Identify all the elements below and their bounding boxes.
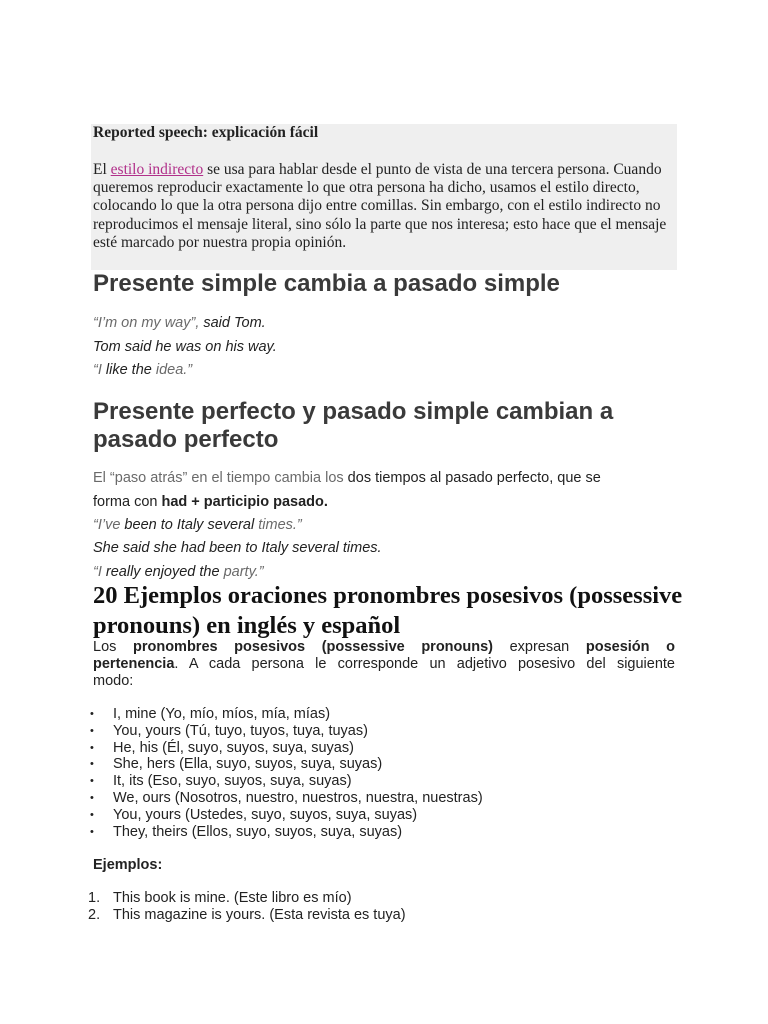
examples-label: Ejemplos: [93, 857, 163, 873]
example-line [93, 362, 192, 378]
list-item [90, 806, 483, 824]
example-quote: idea.” [155, 362, 193, 378]
list-item-text: She, hers (Ella, suyo, suyos, suya, suyas) [113, 756, 383, 773]
example-text: really enjoyed the [101, 564, 224, 580]
list-item [88, 890, 406, 907]
paragraph-line [93, 656, 675, 673]
heading-presente-simple: Presente simple cambia a pasado simple [93, 270, 560, 297]
intro-text-rest: se usa para hablar desde el punto de vista de una tercera persona. Cuando queremos reproducir exactamente lo que otra persona ha dicho, usamos el estilo directo, colocando lo que la otra persona dijo entre comillas. Sin embargo, con el estilo indirecto no reproducimos el mensaje literal, sino sólo la parte que nos interesa; esto hace que el mensaje esté marcado por nuestra propia opinión. [93, 161, 667, 251]
example-quote: party.” [223, 564, 264, 580]
list-item-text: This magazine is yours. (Esta revista es tuya) [113, 907, 406, 923]
heading-presente-perfecto: Presente perfecto y pasado simple cambian a pasado perfecto [93, 398, 614, 453]
list-item-text: We, ours (Nosotros, nuestro, nuestros, nuestra, nuestras) [113, 789, 483, 806]
pronouns-list [90, 706, 483, 840]
list-item [88, 907, 406, 924]
paragraph-text: forma con [93, 494, 162, 510]
example-line: She said she had been to Italy several times. [93, 540, 382, 556]
example-line [93, 564, 264, 580]
example-text: like the [101, 362, 156, 378]
paragraph-text-light: El “paso atrás” en el tiempo cambia los [93, 470, 344, 486]
example-quote: “I [93, 564, 102, 580]
example-quote: “I’m on my way”, [93, 315, 200, 331]
list-item [90, 773, 483, 790]
intro-text-start: El [93, 161, 111, 178]
list-number: 2. [88, 907, 101, 923]
list-item [90, 789, 483, 807]
example-text: said Tom. [199, 315, 266, 331]
bullet-icon: • [90, 724, 94, 737]
paragraph-text: expresan [493, 639, 586, 655]
list-item [90, 706, 483, 723]
list-item [90, 722, 483, 740]
list-item [90, 756, 483, 773]
paragraph-bold: had + participio pasado. [161, 494, 328, 510]
list-item-text: This book is mine. (Este libro es mío) [113, 890, 352, 906]
list-item-text: He, his (Él, suyo, suyos, suya, suyas) [113, 739, 354, 756]
examples-list [88, 890, 406, 924]
list-item-text: I, mine (Yo, mío, míos, mía, mías) [113, 706, 331, 722]
intro-title: Reported speech: explicación fácil [93, 124, 319, 141]
list-item [90, 823, 483, 841]
bullet-icon: • [90, 825, 94, 838]
paragraph-line [93, 639, 675, 656]
example-line [93, 315, 266, 331]
example-quote: “I’ve [93, 517, 121, 533]
list-item-text: You, yours (Ustedes, suyo, suyos, suya, suyas) [113, 806, 418, 823]
paragraph-text: . A cada persona le corresponde un adjetivo posesivo del siguiente [174, 656, 675, 672]
bullet-icon: • [90, 741, 94, 754]
list-item-text: You, yours (Tú, tuyo, tuyos, tuya, tuyas) [113, 722, 368, 739]
paragraph-bold: posesión o [585, 639, 675, 655]
list-item-text: It, its (Eso, suyo, suyos, suya, suyas) [113, 773, 352, 790]
intro-paragraph [93, 161, 673, 252]
example-quote: “I [93, 362, 102, 378]
paragraph-text: dos tiempos al pasado perfecto, que se [343, 470, 601, 486]
bullet-icon: • [90, 808, 94, 821]
paragraph-bold: pertenencia [93, 656, 175, 672]
paragraph-text: Los [93, 639, 133, 655]
example-quote: times.” [258, 517, 302, 533]
paragraph-line [93, 470, 601, 486]
list-number: 1. [88, 890, 101, 906]
paragraph-bold: pronombres posesivos (possessive pronouns) [132, 639, 493, 655]
example-line [93, 517, 302, 533]
paragraph-line [93, 494, 328, 510]
example-text: been to Italy several [120, 517, 259, 533]
bullet-icon: • [90, 775, 94, 788]
pronouns-intro-paragraph [93, 639, 675, 690]
list-item [90, 739, 483, 757]
estilo-indirecto-link[interactable]: estilo indirecto [110, 161, 204, 178]
example-line: Tom said he was on his way. [93, 339, 277, 355]
heading-pronombres-posesivos: 20 Ejemplos oraciones pronombres posesivos (possessive pronouns) en inglés y español [93, 582, 683, 639]
paragraph-line: modo: [93, 673, 134, 689]
list-item-text: They, theirs (Ellos, suyo, suyos, suya, suyas) [113, 823, 403, 840]
bullet-icon: • [90, 708, 94, 720]
bullet-icon: • [90, 791, 94, 804]
bullet-icon: • [90, 758, 94, 771]
